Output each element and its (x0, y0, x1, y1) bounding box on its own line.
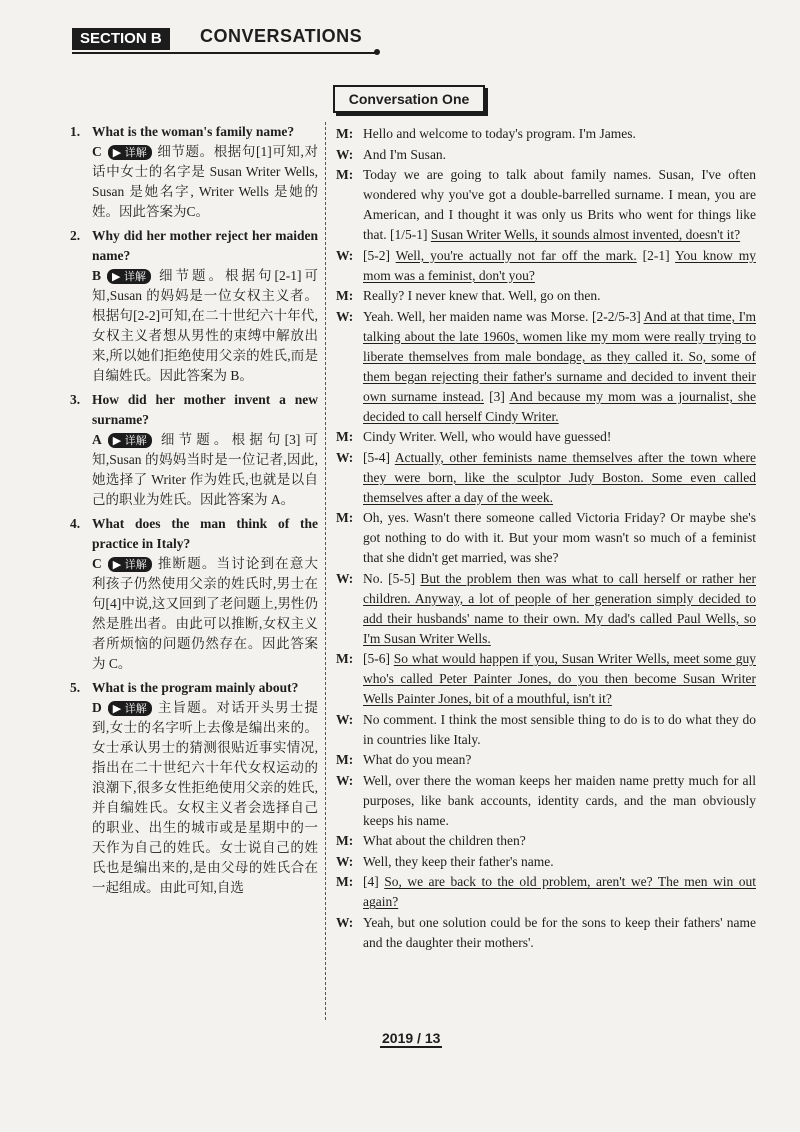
dialogue-turn (336, 124, 756, 144)
explanation-badge: ▶ 详解 (108, 557, 152, 572)
question-head (70, 226, 318, 266)
dialogue-turn (336, 649, 756, 709)
utterance (363, 286, 756, 306)
speaker-label: W: (336, 247, 354, 263)
utterance (363, 569, 756, 649)
question-item (70, 514, 318, 674)
question-number: 1. (70, 124, 81, 139)
explanation-badge: ▶ 详解 (108, 433, 152, 448)
utterance (363, 145, 756, 165)
explanation-badge: ▶ 详解 (107, 269, 151, 284)
utterance (363, 165, 756, 245)
section-label: SECTION B (72, 28, 170, 50)
badge-label: 详解 (123, 270, 146, 283)
text-segment: [2-1] (636, 247, 676, 263)
question-text: Why did her mother reject her maiden name? (92, 228, 318, 263)
utterance (363, 124, 756, 144)
header-rule (72, 52, 377, 54)
speaker-label: W: (336, 308, 354, 324)
dialogue-turn (336, 750, 756, 770)
underlined-segment: And at that time, I'm talking about the late 1960s, women like my mom were really trying to liberate themselves from male bondage, as they called it. So, some of them began rejecting their father's surname and decided to invent their own surname instead. (363, 308, 756, 404)
dialogue-turn (336, 307, 756, 427)
dialogue-turn (336, 165, 756, 245)
speaker-label: M: (336, 833, 354, 848)
badge-label: 详解 (124, 558, 147, 571)
underlined-segment: So, we are back to the old problem, aren't we? The men win out again? (363, 874, 756, 909)
speaker-label: M: (336, 874, 354, 889)
text-segment: Oh, yes. Wasn't there someone called Victoria Friday? Or maybe she's got nothing to do with it. But your mom wasn't so much of a feminist that she didn't get married, was she? (363, 510, 756, 565)
dialogue-turn (336, 569, 756, 649)
underlined-segment: And because my mom was a journalist, she decided to call herself Cindy Writer. (363, 388, 756, 424)
speaker-label: W: (336, 914, 354, 930)
explanation-text: 推断题。当讨论到在意大利孩子仍然使用父亲的姓氏时,男士在句[4]中说,这又回到了老问题上,男性仍然是胜出者。由此可以推断,女权主义者所烦恼的问题仍然存在。因此答案为 C。 (92, 556, 318, 671)
speaker-label: W: (336, 570, 354, 586)
dialogue-turn (336, 145, 756, 165)
utterance (363, 831, 756, 851)
question-item (70, 122, 318, 222)
text-segment: [4] (363, 874, 385, 889)
utterance (363, 448, 756, 508)
page-number: 2019 / 13 (382, 1030, 441, 1046)
question-item (70, 390, 318, 510)
section-title: CONVERSATIONS (200, 26, 363, 46)
question-text: How did her mother invent a new surname? (92, 392, 318, 427)
dialogue-turn (336, 771, 756, 831)
speaker-label: W: (336, 711, 354, 727)
text-segment: Hello and welcome to today's program. I'm James. (363, 126, 636, 141)
underlined-segment: Actually, other feminists name themselves after the town where they were born, like the sculptor Judy Boston. Some even called themselves after a day of the week. (363, 449, 756, 505)
question-head (70, 514, 318, 554)
question-item (70, 678, 318, 898)
speaker-label: M: (336, 167, 354, 182)
utterance (363, 872, 756, 912)
utterance (363, 710, 756, 750)
section-header (72, 24, 382, 54)
question-head (70, 122, 318, 142)
badge-label: 详解 (124, 702, 147, 715)
speaker-label: W: (336, 853, 354, 869)
answer-explanation (70, 698, 318, 898)
underlined-segment: You know my mom was a feminist, don't you? (363, 247, 756, 283)
text-segment: No. [5-5] (363, 570, 421, 586)
explanation-text: 细节题。根据句[2-1]可知,Susan 的妈妈是一位女权主义者。根据句[2-2]可知,在二十世纪六十年代,女权主义者想从男性的束缚中解放出来,所以她们拒绝使用父亲的姓氏,而是自编姓氏。因此答案为 B。 (92, 268, 318, 383)
underlined-segment: But the problem then was what to call herself or rather her children. Anyway, a lot of people of her generation simply decided to add their husbands' name to their own. My dad's called Paul Wells, so I'm Susan Writer Wells. (363, 570, 756, 646)
underlined-segment: So what would happen if you, Susan Writer Wells, meet some guy who's called Peter Painter Jones, do you then become Susan Writer Wells Painter Jones, bit of a mouthful, isn't it? (363, 651, 756, 706)
question-text: What does the man think of the practice in Italy? (92, 516, 318, 551)
explanation-text: 主旨题。对话开头男士提到,女士的名字听上去像是编出来的。女士承认男士的猜测很贴近事实情况,指出在二十世纪六十年代女权运动的浪潮下,很多女性拒绝使用父亲的姓氏,并自编姓氏。女权主义者会选择自己的职业、出生的城市或是星期中的一天作为自己的姓氏。女士说自己的姓氏也是编出来的,是由父母的姓氏合在一起组成。由此可知,自选 (92, 700, 318, 895)
speaker-label: M: (336, 510, 354, 525)
text-segment: [5-2] (363, 247, 396, 263)
column-divider (325, 122, 326, 1020)
utterance (363, 508, 756, 568)
explanation-badge: ▶ 详解 (108, 145, 152, 160)
answer-explanation (70, 554, 318, 674)
question-number: 5. (70, 680, 81, 695)
answer-explanation (70, 142, 318, 222)
explanation-text: 细节题。根据句[1]可知,对话中女士的名字是 Susan Writer Wells, Susan 是她名字, Writer Wells 是她的姓。因此答案为C。 (92, 144, 318, 219)
utterance (363, 307, 756, 427)
question-head (70, 678, 318, 698)
answer-letter: A (92, 432, 102, 447)
text-segment: What do you mean? (363, 752, 472, 767)
utterance (363, 246, 756, 286)
utterance (363, 427, 756, 447)
explanation-badge: ▶ 详解 (108, 701, 152, 716)
text-segment: And I'm Susan. (363, 146, 447, 162)
badge-label: 详解 (124, 146, 147, 159)
answer-explanation (70, 430, 318, 510)
utterance (363, 750, 756, 770)
speaker-label: W: (336, 449, 354, 465)
question-number: 2. (70, 228, 81, 243)
underlined-segment: Well, you're actually not far off the mark. (395, 247, 637, 263)
dialogue-turn (336, 448, 756, 508)
dialogue-turn (336, 286, 756, 306)
text-segment: [3] (483, 388, 510, 404)
question-head (70, 390, 318, 430)
answer-letter: D (92, 700, 102, 715)
utterance (363, 649, 756, 709)
question-text: What is the woman's family name? (92, 124, 295, 139)
speaker-label: M: (336, 651, 354, 666)
utterance (363, 771, 756, 831)
dialogue-turn (336, 246, 756, 286)
utterance (363, 913, 756, 953)
text-segment: No comment. I think the most sensible thing to do is to do what they do in countries like Italy. (363, 711, 756, 747)
dialogue-turn (336, 852, 756, 872)
answer-letter: C (92, 556, 102, 571)
header-dot (374, 49, 380, 55)
question-item (70, 226, 318, 386)
text-segment: [5-6] (363, 651, 394, 666)
speaker-label: W: (336, 146, 354, 162)
question-number: 3. (70, 392, 81, 407)
text-segment: Cindy Writer. Well, who would have guessed! (363, 429, 612, 444)
speaker-label: M: (336, 752, 354, 767)
text-segment: Well, they keep their father's name. (363, 853, 554, 869)
speaker-label: M: (336, 429, 354, 444)
answer-letter: B (92, 268, 102, 283)
text-segment: Well, over there the woman keeps her maiden name pretty much for all purposes, like bank accounts, identity cards, and the man obviously keeps his name. (363, 772, 756, 828)
text-segment: Today we are going to talk about family names. Susan, I've often wondered why you've got a double-barrelled surname. I mean, you are American, and I thought it was only us Brits who went for things like that. [1/5-1] (363, 167, 756, 242)
speaker-label: M: (336, 288, 354, 303)
conversation-title: Conversation One (333, 85, 485, 113)
text-segment: Yeah. Well, her maiden name was Morse. [2-2/5-3] (363, 308, 644, 324)
answer-letter: C (92, 144, 102, 159)
text-segment: Really? I never knew that. Well, go on then. (363, 288, 601, 303)
dialogue-turn (336, 427, 756, 447)
speaker-label: W: (336, 772, 354, 788)
badge-label: 详解 (124, 434, 147, 447)
text-segment: Yeah, but one solution could be for the sons to keep their fathers' name and the daughter their mothers'. (363, 914, 756, 950)
dialogue-turn (336, 508, 756, 568)
explanation-text: 细节题。根据句[3]可知,Susan 的妈妈当时是一位记者,因此,她选择了 Writer 作为姓氏,也就是以自己的职业为姓氏。因此答案为 A。 (92, 432, 318, 507)
dialogue-turn (336, 872, 756, 912)
question-text: What is the program mainly about? (92, 680, 299, 695)
dialogue-turn (336, 913, 756, 953)
answer-explanation (70, 266, 318, 386)
dialogue-turn (336, 710, 756, 750)
question-column (70, 122, 318, 902)
text-segment: What about the children then? (363, 833, 526, 848)
question-number: 4. (70, 516, 81, 531)
dialogue-column (336, 124, 756, 953)
dialogue-turn (336, 831, 756, 851)
text-segment: [5-4] (363, 449, 395, 465)
speaker-label: M: (336, 126, 354, 141)
underlined-segment: Susan Writer Wells, it sounds almost invented, doesn't it? (430, 227, 741, 242)
utterance (363, 852, 756, 872)
